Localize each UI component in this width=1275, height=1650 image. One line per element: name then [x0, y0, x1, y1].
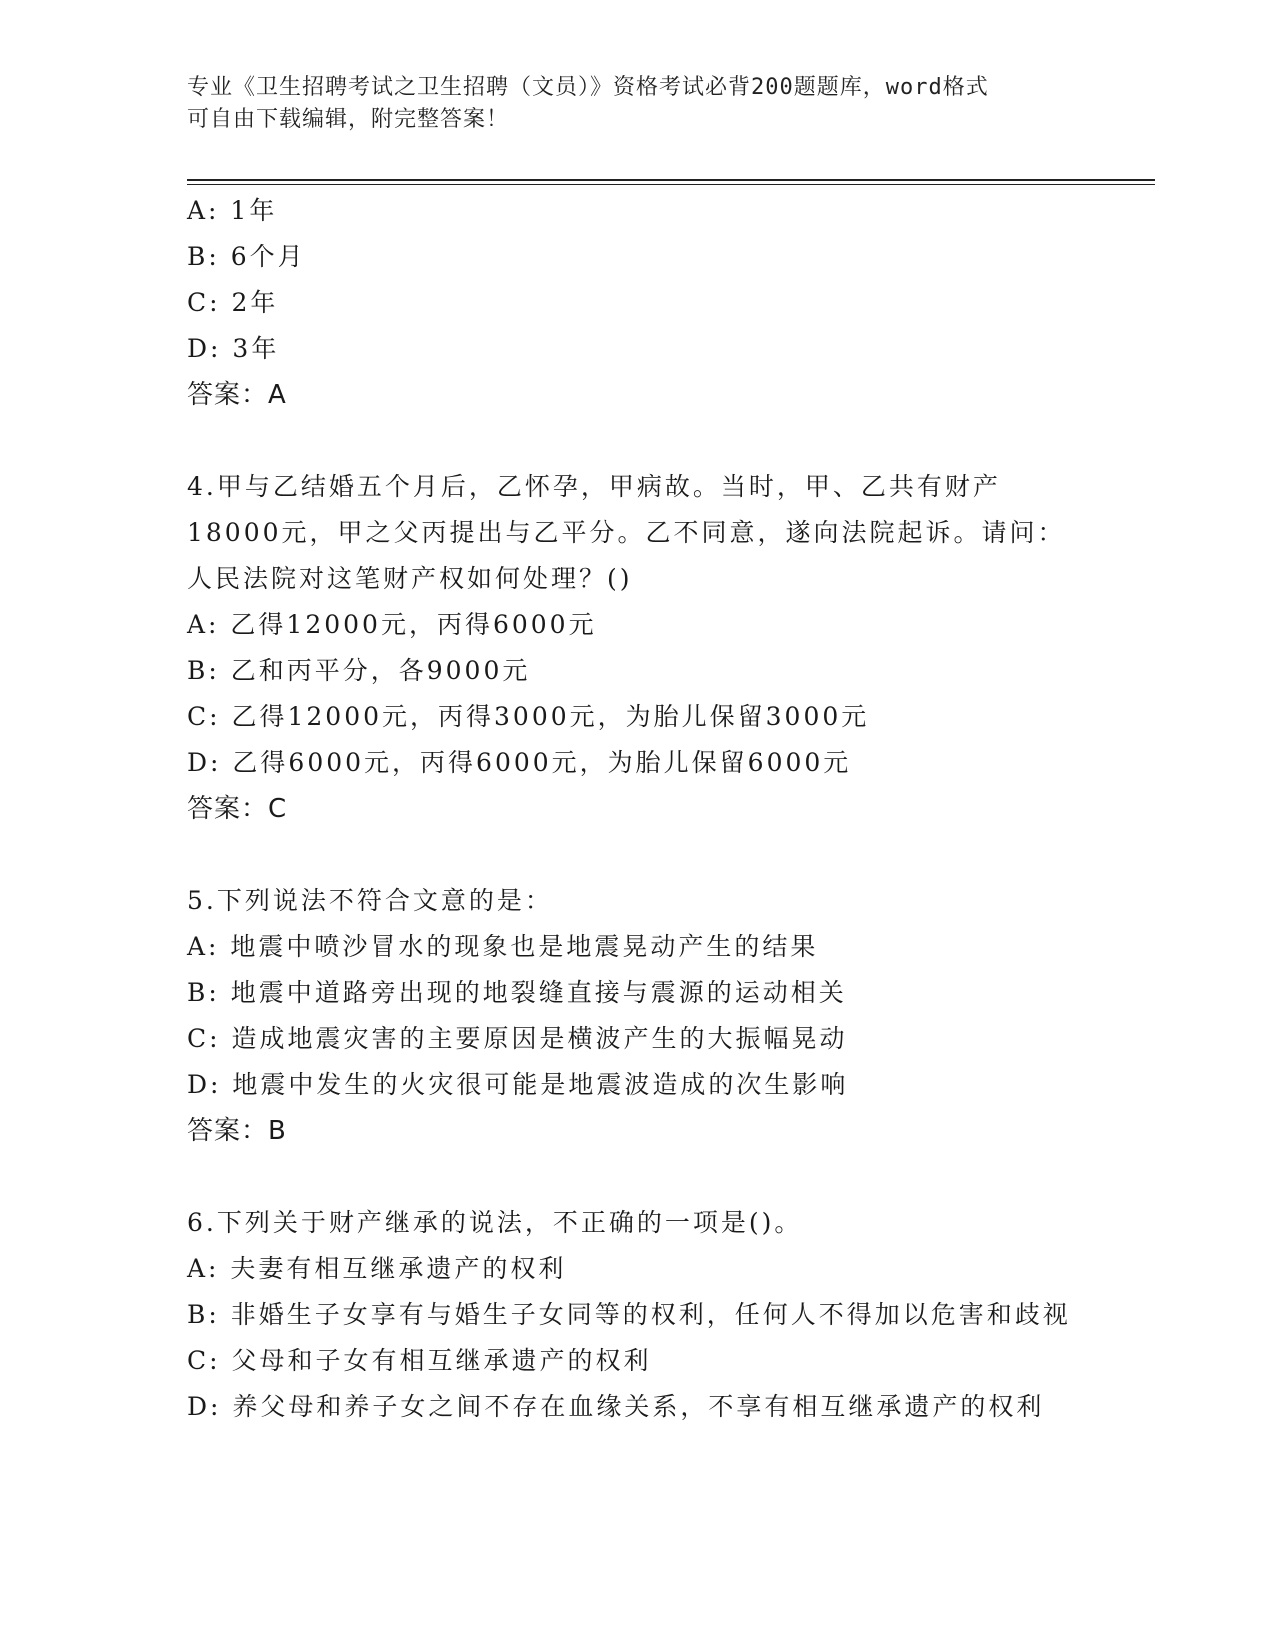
- option-c: C: 乙得12000元，丙得3000元，为胎儿保留3000元: [187, 702, 870, 731]
- option-d: D: 乙得6000元，丙得6000元，为胎儿保留6000元: [187, 748, 852, 777]
- header-rule-thin: [187, 184, 1155, 185]
- document-header: [187, 72, 1067, 136]
- option-b: B: 乙和丙平分，各9000元: [187, 656, 531, 685]
- option-a: A: 地震中喷沙冒水的现象也是地震晃动产生的结果: [187, 932, 819, 961]
- question-6: [187, 1200, 1087, 1430]
- option-c: C: 父母和子女有相互继承遗产的权利: [187, 1346, 652, 1375]
- option-c: C: 造成地震灾害的主要原因是横波产生的大振幅晃动: [187, 1024, 848, 1053]
- answer: 答案：A: [187, 380, 287, 410]
- option-a: A: 夫妻有相互继承遗产的权利: [187, 1254, 567, 1283]
- option-d: D: 地震中发生的火灾很可能是地震波造成的次生影响: [187, 1070, 849, 1099]
- question-4: [187, 464, 1087, 832]
- question-stem: 5.下列说法不符合文意的是：: [187, 886, 553, 915]
- answer: 答案：C: [187, 794, 288, 824]
- header-rule-thick: [187, 179, 1155, 181]
- option-c: C: 2年: [187, 288, 279, 317]
- option-b: B: 6个月: [187, 242, 306, 271]
- option-a: A: 乙得12000元，丙得6000元: [187, 610, 597, 639]
- question-stem-line: 18000元，甲之父丙提出与乙平分。乙不同意，遂向法院起诉。请问：: [187, 518, 1066, 547]
- answer: 答案：B: [187, 1116, 287, 1146]
- option-b: B: 非婚生子女享有与婚生子女同等的权利，任何人不得加以危害和歧视: [187, 1300, 1071, 1329]
- option-d: D: 养父母和养子女之间不存在血缘关系，不享有相互继承遗产的权利: [187, 1392, 1045, 1421]
- option-d: D: 3年: [187, 334, 280, 363]
- question-stem: 6.下列关于财产继承的说法，不正确的一项是()。: [187, 1208, 803, 1237]
- question-5: [187, 878, 1087, 1154]
- question-3: [187, 188, 1087, 418]
- header-line-2: 可自由下载编辑，附完整答案！: [187, 107, 510, 132]
- option-b: B: 地震中道路旁出现的地裂缝直接与震源的运动相关: [187, 978, 847, 1007]
- question-stem-line: 4.甲与乙结婚五个月后，乙怀孕，甲病故。当时，甲、乙共有财产: [187, 472, 1001, 501]
- option-a: A: 1年: [187, 196, 278, 225]
- question-stem-line: 人民法院对这笔财产权如何处理？(): [187, 564, 633, 593]
- question-list: [187, 188, 1087, 1430]
- header-line-1: 专业《卫生招聘考试之卫生招聘（文员）》资格考试必背200题题库，word格式: [187, 75, 989, 100]
